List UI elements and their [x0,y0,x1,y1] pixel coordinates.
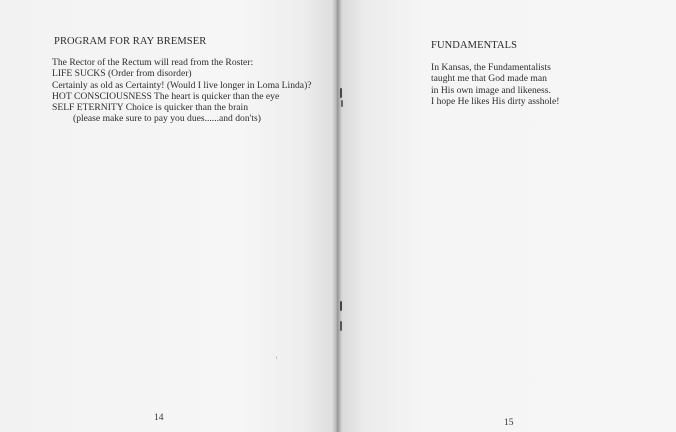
right-page-title: FUNDAMENTALS [431,40,518,51]
left-page-number: 14 [154,413,164,423]
staple-mark [340,88,342,98]
poem-line: Certainly as old as Certainty! (Would I live longer in Loma Linda)? [52,79,312,91]
poem-line: (please make sure to pay you dues......and don'ts) [73,113,261,125]
staple-mark [340,301,342,311]
right-poem [431,62,661,107]
poem-line: taught me that God made man [431,73,547,85]
poem-line: in His own image and likeness. [431,84,551,96]
poem-line: LIFE SUCKS (Order from disorder) [52,68,192,80]
poem-line: HOT CONSCIOUSNESS The heart is quicker than the eye [52,90,280,102]
left-poem [52,57,332,125]
staple-mark [340,321,342,331]
poem-line: SELF ETERNITY Choice is quicker than the brain [52,102,249,114]
right-page [336,0,676,432]
poem-line: In Kansas, the Fundamentalists [431,62,551,73]
poem-line: I hope He likes His dirty asshole! [431,95,560,107]
book-gutter [332,0,342,432]
staple-mark [341,100,343,107]
right-page-number: 15 [504,418,514,428]
left-page-title: PROGRAM FOR RAY BREMSER [54,36,207,47]
left-page [0,0,336,432]
poem-line: The Rector of the Rectum will read from the Roster: [52,57,254,68]
paper-speck [276,356,277,359]
